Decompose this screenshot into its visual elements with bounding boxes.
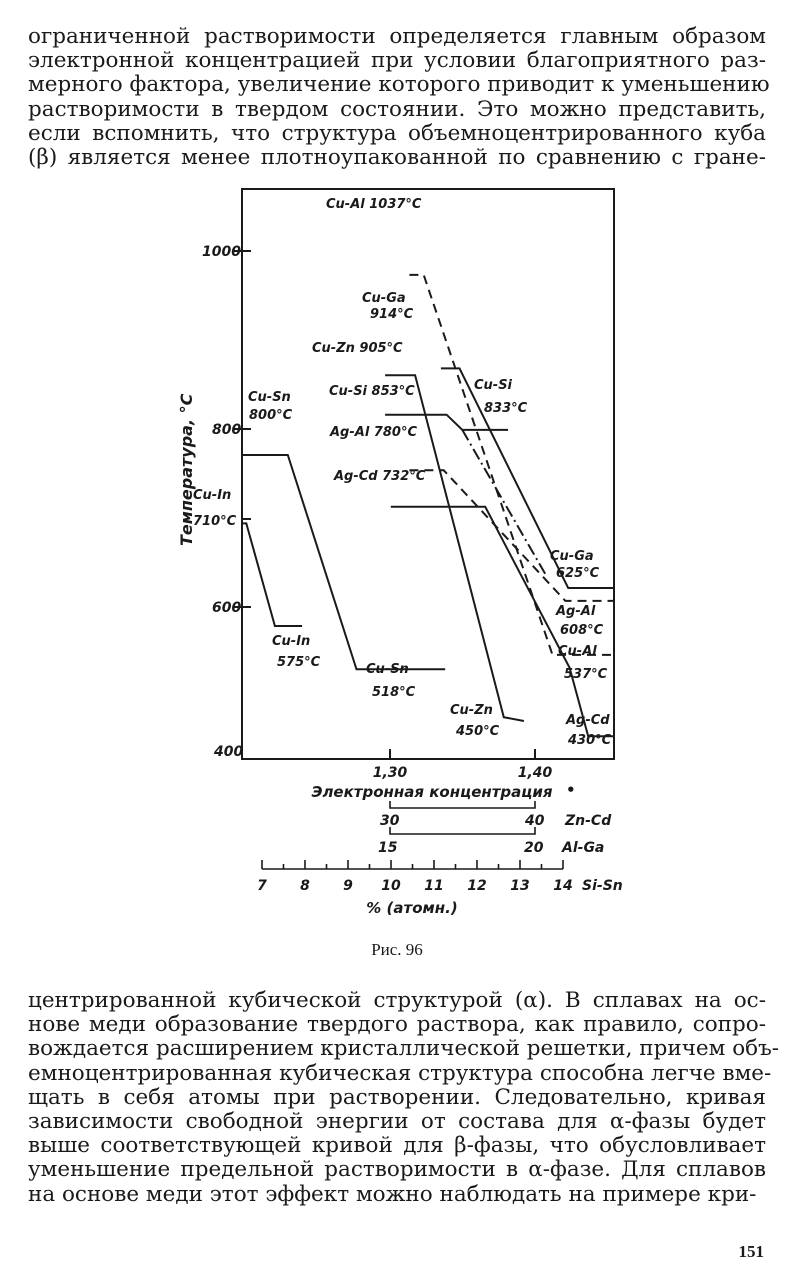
y-tick-label: 1000: [202, 244, 241, 260]
curve-label: 608°C: [560, 623, 604, 638]
x-tick-label: 1,40: [517, 765, 553, 781]
text-line: мерного фактора, увеличение которого приводит к уменьшению: [28, 72, 770, 98]
text-line: зависимости свободной энергии от состава для α-фазы будет: [28, 1108, 766, 1134]
sisn-tick-label: 10: [381, 878, 401, 894]
text-line: растворимости в твердом состоянии. Это можно представить,: [28, 96, 766, 122]
text-line: щать в себя атомы при растворении. Следовательно, кривая: [28, 1084, 766, 1110]
text-line: вождается расширением кристаллической решетки, причем объ-: [28, 1036, 780, 1062]
text-line: уменьшение предельной растворимости в α-фазе. Для сплавов: [28, 1157, 766, 1183]
page-number: 151: [738, 1242, 764, 1261]
curve-label: Cu-Al: [558, 644, 597, 659]
sisn-tick-marks: [262, 860, 563, 869]
alga-name: Al-Ga: [562, 840, 605, 856]
sisn-tick-labels: [257, 878, 573, 894]
text-line: ограниченной растворимости определяется главным образом: [28, 24, 766, 49]
atomic-percent-label: % (атомн.): [366, 899, 458, 917]
sisn-tick-label: 14: [553, 878, 573, 894]
text-line: если вспомнить, что структура объемноцентрированного куба: [28, 120, 766, 146]
curve-label: Cu-Ga: [362, 291, 406, 306]
plot-frame: [242, 189, 614, 759]
text-line: на основе меди этот эффект можно наблюдать на примере кри-: [28, 1181, 757, 1207]
y-tick-label: 800: [212, 422, 242, 438]
curve-label: Ag-Al: [556, 604, 596, 619]
alga-left: 15: [378, 840, 398, 856]
curve-label: Cu-Sn: [248, 390, 291, 405]
y-axis-label: Температура, °C: [177, 393, 196, 546]
x-tick-label: 1,30: [372, 765, 408, 781]
x-tick-labels: [373, 765, 553, 781]
sisn-tick-label: 13: [510, 878, 530, 894]
curve-label: 800°C: [249, 408, 293, 423]
curve-label: 710°C: [193, 514, 237, 529]
sisn-tick-label: 12: [467, 878, 487, 894]
curve-label: 450°C: [456, 724, 500, 739]
alga-right: 20: [524, 840, 544, 856]
curve-label: 518°C: [372, 685, 416, 700]
text-line: нове меди образование твердого раствора, как правило, сопро-: [28, 1012, 766, 1038]
zncd-right: 40: [525, 813, 545, 829]
sisn-tick-label: 9: [343, 878, 353, 894]
curve-label: Cu-In: [193, 488, 232, 503]
figure-caption: Рис. 96: [371, 940, 423, 959]
curve-label: Ag-Cd: [566, 713, 610, 728]
x-tick-marks: [390, 749, 535, 759]
curve-label: Cu-Si: [474, 378, 513, 393]
sisn-scale: [257, 860, 623, 894]
curve-label: 914°C: [370, 307, 414, 322]
zncd-left: 30: [380, 813, 400, 829]
curve-label: Cu-Si 853°C: [329, 384, 415, 399]
curve-label: Ag-Al 780°C: [330, 425, 417, 440]
text-line: электронной концентрацией при условии благоприятного раз-: [28, 48, 766, 74]
sisn-tick-label: 8: [300, 878, 310, 894]
y-tick-label: 400: [214, 744, 244, 760]
curve-label: Cu-Al 1037°C: [326, 197, 422, 212]
y-tick-label: 600: [212, 600, 242, 616]
zncd-name: Zn-Cd: [565, 813, 612, 829]
x-axis-label-mark: •: [566, 781, 576, 799]
series-line-cu-al: [409, 275, 614, 655]
curve-labels: [193, 197, 612, 748]
text-line: центрированной кубической структурой (α). В сплавах на ос-: [28, 988, 766, 1013]
sisn-tick-label: 11: [424, 878, 444, 894]
text-line: (β) является менее плотноупакованной по сравнению с гране-: [28, 144, 766, 170]
sisn-tick-label: 7: [257, 878, 267, 894]
curve-label: Cu-Sn: [366, 662, 409, 677]
composition-brackets: [390, 801, 535, 834]
curve-label: 430°C: [568, 733, 612, 748]
series-line-ag-cd: [391, 507, 614, 737]
curve-label: 833°C: [484, 401, 528, 416]
text-line: выше соответствующей кривой для β-фазы, что обусловливает: [28, 1133, 766, 1159]
curve-label: 625°C: [556, 566, 600, 581]
paragraph-bottom: [28, 988, 780, 1207]
curve-label: 537°C: [564, 667, 608, 682]
curve-label: Cu-Zn: [450, 703, 493, 718]
curve-label: Cu-Ga: [550, 549, 594, 564]
series-line-cu-in: [242, 523, 302, 626]
curve-label: Cu-Zn 905°C: [312, 341, 403, 356]
curve-label: Cu-In: [272, 634, 311, 649]
x-axis-label: Электронная концентрация: [311, 783, 553, 801]
sisn-name: Si-Sn: [582, 878, 623, 894]
text-line: емноцентрированная кубическая структура способна легче вме-: [28, 1060, 772, 1086]
curve-label: 575°C: [277, 655, 321, 670]
curve-label: Ag-Cd 732°C: [334, 469, 426, 484]
